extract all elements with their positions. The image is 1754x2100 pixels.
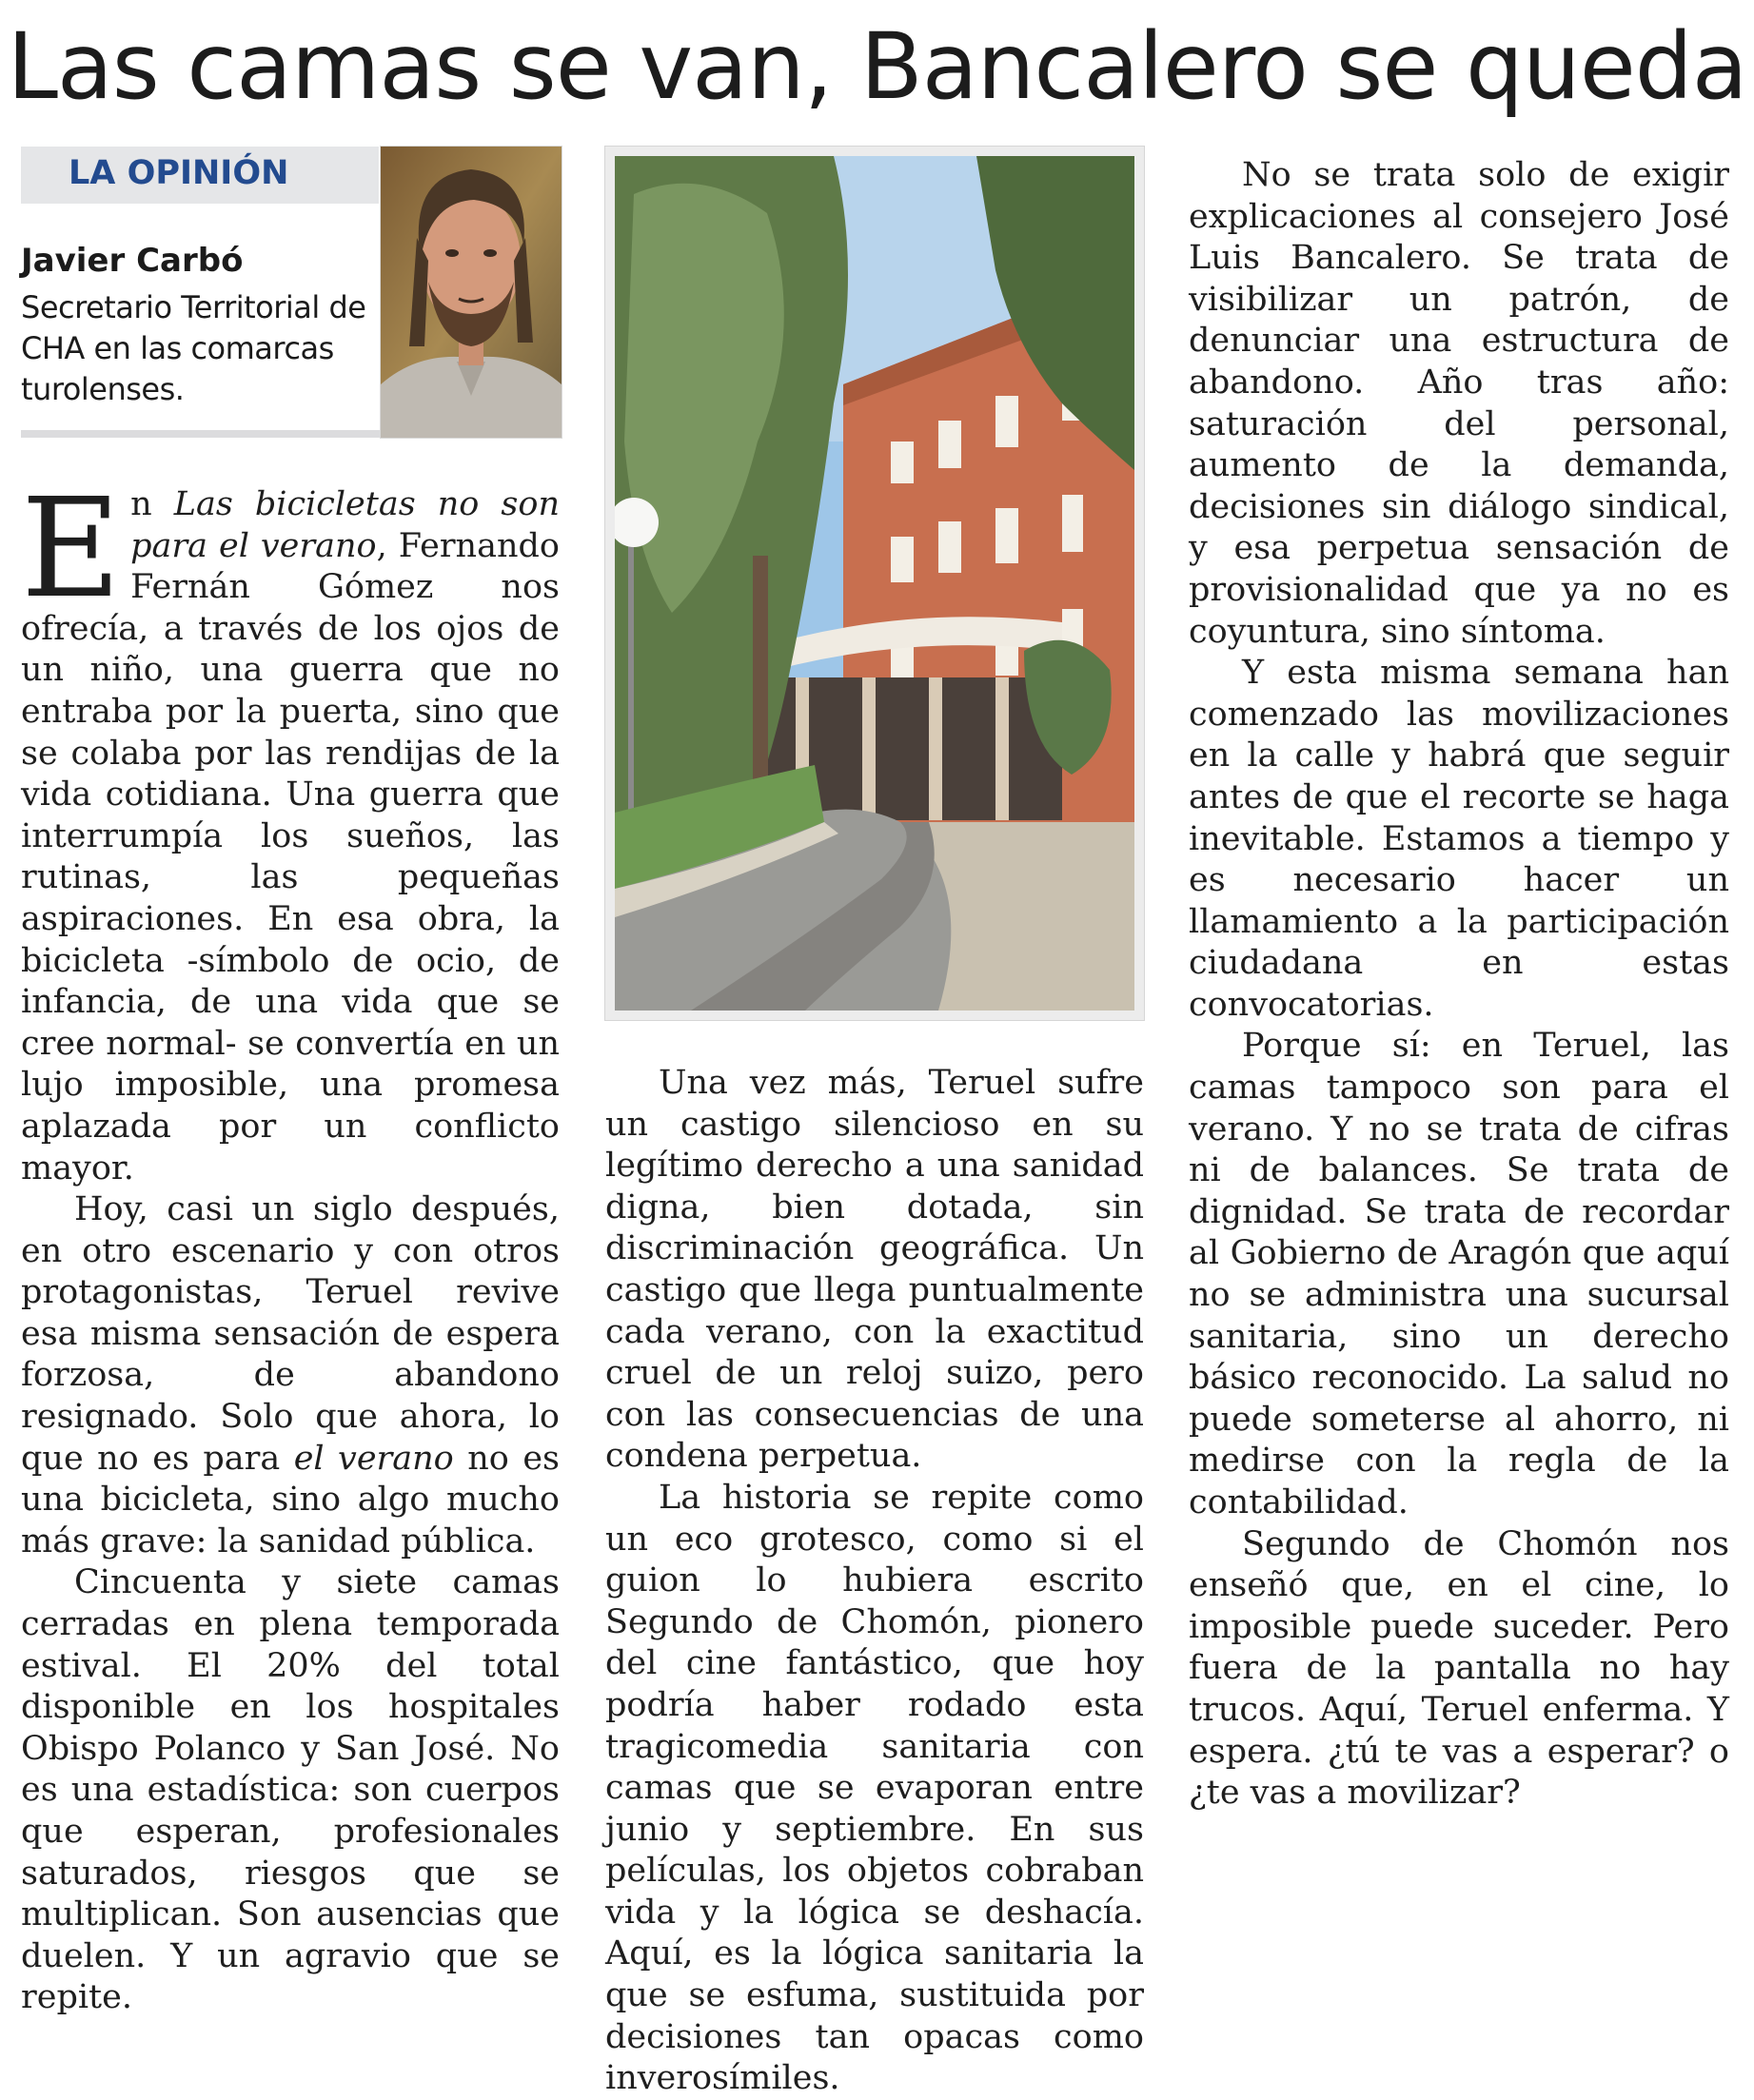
article-paragraph: Segundo de Chomón nos enseñó que, en el cine, lo imposible puede suceder. Pero fuera de la pantalla no hay trucos. Aquí, Teruel enferma. Y espera. ¿tú te vas a esperar? o ¿te vas a movilizar?	[1189, 1524, 1729, 1813]
article-paragraph: Y esta misma semana han comenzado las movilizaciones en la calle y habrá que seguir antes de que el recorte se haga inevitable. Estamos a tiempo y es necesario hacer un llamamiento a la participación ciudadana en estas convocatorias.	[1189, 654, 1729, 1024]
article-paragraph: La historia se repite como un eco grotesco, como si el guion lo hubiera escrito Segundo de Chomón, pionero del cine fantástico, que hoy podría haber rodado esta tragicomedia sanitaria con camas que se evaporan entre junio y septiembre. En sus películas, los objetos cobraban vida y la lógica se deshacía. Aquí, es la lógica sanitaria la que se esfuma, sustituida por decisiones tan opacas como inverosímiles.	[605, 1478, 1144, 2098]
headline: Las camas se van, Bancalero se queda	[7, 13, 1747, 120]
author-box	[21, 147, 562, 438]
photo-frame	[605, 147, 1144, 1020]
drop-cap: E	[21, 468, 122, 628]
article-paragraph: Porque sí: en Teruel, las camas tampoco son para el verano. Y no se trata de cifras ni de balances. Se trata de dignidad. Se trata de recordar al Gobierno de Aragón que aquí no se administra una sucursal sanitaria, sino un derecho básico reconocido. La salud no puede someterse al ahorro, ni medirse con la regla de la contabilidad.	[1189, 1027, 1729, 1521]
article-paragraph: Una vez más, Teruel sufre un castigo silencioso en su legítimo derecho a una sanidad digna, bien dotada, sin discriminación geográfica. Un castigo que llega puntualmente cada verano, con la exactitud cruel de un reloj suizo, pero con las consecuencias de una condena perpetua.	[605, 1064, 1144, 1476]
article-column-3	[1189, 155, 1729, 1815]
author-name: Javier Carbó	[21, 242, 244, 280]
section-label: LA OPINIÓN	[69, 154, 289, 192]
article-column-1	[21, 468, 560, 2019]
article-paragraph: No se trata solo de exigir explicaciones al consejero José Luis Bancalero. Se trata de visibilizar un patrón, de denunciar una estructura de abandono. Año tras año: saturación del personal, aumento de la demanda, decisiones sin diálogo sindical, y esa perpetua sensación de provisionalidad que ya no es coyuntura, sino síntoma.	[1189, 156, 1729, 651]
section-label-bar	[21, 147, 379, 204]
author-role: Secretario Territorial de CHA en las comarcas turolenses.	[21, 289, 366, 407]
author-portrait	[381, 147, 562, 438]
article-paragraph: Hoy, casi un siglo después, en otro escenario y con otros protagonistas, Teruel revive esa misma sensación de espera forzosa, de abandono resignado. Solo que ahora, lo que no es para el verano no es una bicicleta, sino algo mucho más grave: la sanidad pública.	[21, 1190, 560, 1560]
article-column-2	[605, 1063, 1144, 2100]
article-paragraph: En Las bicicletas no son para el verano, Fernando Fernán Gómez nos ofrecía, a través de los ojos de un niño, una guerra que no entraba por la puerta, sino que se colaba por las rendijas de la vida cotidiana. Una guerra que interrumpía los sueños, las rutinas, las pequeñas aspiraciones. En esa obra, la bicicleta -símbolo de ocio, de infancia, de una vida que se cree normal- se convertía en un lujo imposible, una promesa aplazada por un conflicto mayor.	[21, 468, 560, 1187]
hospital-photo	[615, 156, 1134, 1011]
film-title: Las bicicletas no son para el verano	[130, 485, 560, 565]
article-paragraph: Cincuenta y siete camas cerradas en plena temporada estival. El 20% del total disponible en los hospitales Obispo Polanco y San José. No es una estadística: son cuerpos que esperan, profesionales saturados, riesgos que se multiplican. Son ausencias que duelen. Y un agravio que se repite.	[21, 1563, 560, 2017]
